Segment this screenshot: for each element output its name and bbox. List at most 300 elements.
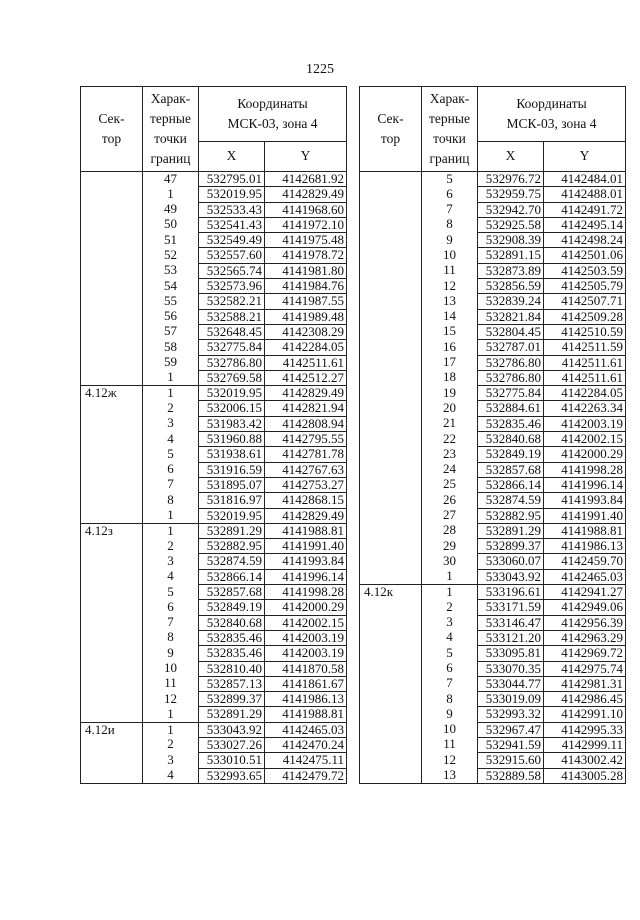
sector-cell: [360, 263, 422, 278]
y-cell: 4141988.81: [544, 523, 626, 538]
sector-cell: [81, 477, 143, 492]
point-cell: 10: [443, 246, 456, 262]
table-row: [360, 477, 626, 492]
sector-cell: [360, 523, 422, 538]
sector-cell: [360, 202, 422, 217]
point-cell: 2: [167, 399, 174, 415]
x-cell: 532786.80: [478, 355, 544, 370]
x-cell: 532882.95: [478, 508, 544, 523]
y-cell: 4142941.27: [544, 585, 626, 600]
y-cell: 4141986.13: [544, 539, 626, 554]
sector-cell: [360, 722, 422, 737]
table-row: [81, 646, 347, 661]
x-cell: 532019.95: [199, 187, 265, 202]
y-cell: 4142263.34: [544, 401, 626, 416]
point-cell: 30: [443, 552, 456, 568]
table-row: [81, 554, 347, 569]
header-points: Харак- терные точки границ: [422, 87, 478, 172]
x-cell: 532849.19: [199, 600, 265, 615]
sector-cell: [360, 753, 422, 768]
y-cell: 4142465.03: [265, 722, 347, 737]
point-cell: 12: [443, 277, 456, 293]
y-cell: 4142512.27: [265, 370, 347, 385]
y-cell: 4142002.15: [265, 615, 347, 630]
x-cell: 531960.88: [199, 432, 265, 447]
header-sector: Сек- тор: [81, 87, 143, 172]
y-cell: 4141996.14: [265, 569, 347, 584]
y-cell: 4142981.31: [544, 676, 626, 691]
y-cell: 4142284.05: [544, 386, 626, 401]
y-cell: 4141861.67: [265, 676, 347, 691]
point-cell: 16: [443, 338, 456, 354]
table-row: [81, 585, 347, 600]
table-row: [360, 600, 626, 615]
y-cell: 4141998.28: [265, 585, 347, 600]
point-cell: 4: [143, 768, 199, 783]
x-cell: 532891.29: [478, 523, 544, 538]
y-cell: 4142475.11: [265, 753, 347, 768]
x-cell: 531816.97: [199, 493, 265, 508]
table-row: [360, 707, 626, 722]
header-coords: Координаты МСК-03, зона 4: [478, 87, 626, 142]
table-row: [81, 737, 347, 752]
sector-cell: [360, 768, 422, 783]
x-cell: 532573.96: [199, 279, 265, 294]
table-row: [360, 447, 626, 462]
y-cell: 4141991.40: [544, 508, 626, 523]
x-cell: 533010.51: [199, 753, 265, 768]
sector-cell: [81, 493, 143, 508]
y-cell: 4141986.13: [265, 692, 347, 707]
x-cell: 532804.45: [478, 324, 544, 339]
table-row: [360, 386, 626, 401]
sector-cell: [360, 447, 422, 462]
point-cell: 12: [164, 690, 177, 706]
y-cell: 4141972.10: [265, 217, 347, 232]
point-cell: 9: [446, 231, 453, 247]
point-cell: 29: [443, 537, 456, 553]
point-cell: 1: [446, 568, 453, 584]
point-cell: 6: [167, 461, 174, 477]
coordinates-table-right: [359, 86, 626, 784]
table-row: [81, 539, 347, 554]
x-cell: 532993.32: [478, 707, 544, 722]
table-row: [81, 248, 347, 263]
point-cell: 49: [164, 201, 177, 217]
point-cell: 3: [446, 614, 453, 630]
point-cell: 6: [446, 185, 453, 201]
sector-cell: [81, 447, 143, 462]
table-row: [81, 722, 347, 737]
x-cell: 532588.21: [199, 309, 265, 324]
sector-cell: [81, 600, 143, 615]
sector-cell: [360, 355, 422, 370]
x-cell: 532775.84: [199, 340, 265, 355]
point-cell: 11: [443, 262, 456, 278]
sector-cell: [360, 600, 422, 615]
x-cell: 533171.59: [478, 600, 544, 615]
coordinates-table-left: [80, 86, 347, 784]
sector-cell: [360, 340, 422, 355]
x-cell: 533095.81: [478, 646, 544, 661]
y-cell: 4141991.40: [265, 539, 347, 554]
x-cell: 532941.59: [478, 737, 544, 752]
sector-cell: [360, 187, 422, 202]
sector-cell: 4.12и: [81, 722, 143, 737]
sector-cell: [81, 646, 143, 661]
sector-cell: [81, 768, 143, 783]
sector-cell: [81, 676, 143, 691]
x-cell: 533043.92: [478, 569, 544, 584]
table-row: [81, 279, 347, 294]
y-cell: 4141981.80: [265, 263, 347, 278]
table-row: [360, 676, 626, 691]
x-cell: 532899.37: [478, 539, 544, 554]
sector-cell: [81, 692, 143, 707]
y-cell: 4142829.49: [265, 508, 347, 523]
y-cell: 4142821.94: [265, 401, 347, 416]
table-row: [360, 462, 626, 477]
sector-cell: [360, 432, 422, 447]
table-row: [81, 370, 347, 385]
y-cell: 4142949.06: [544, 600, 626, 615]
table-row: [81, 401, 347, 416]
point-cell: 8: [446, 690, 453, 706]
table-row: [360, 508, 626, 523]
y-cell: 4142495.14: [544, 217, 626, 232]
y-cell: 4142969.72: [544, 646, 626, 661]
y-cell: 4142501.06: [544, 248, 626, 263]
y-cell: 4142681.92: [265, 172, 347, 187]
point-cell: 14: [443, 308, 456, 324]
x-cell: 532856.59: [478, 279, 544, 294]
y-cell: 4142995.33: [544, 722, 626, 737]
table-row: [81, 462, 347, 477]
sector-cell: [81, 554, 143, 569]
header-points: Харак- терные точки границ: [143, 87, 199, 172]
x-cell: 532006.15: [199, 401, 265, 416]
y-cell: 4142308.29: [265, 324, 347, 339]
y-cell: 4141987.55: [265, 294, 347, 309]
y-cell: 4142284.05: [265, 340, 347, 355]
y-cell: 4142000.29: [265, 600, 347, 615]
x-cell: 532835.46: [199, 630, 265, 645]
sector-cell: [360, 324, 422, 339]
header-coords: Координаты МСК-03, зона 4: [199, 87, 347, 142]
x-cell: 532976.72: [478, 172, 544, 187]
table-row: [81, 615, 347, 630]
y-cell: 4142002.15: [544, 432, 626, 447]
sector-cell: [360, 707, 422, 722]
table-row: [360, 523, 626, 538]
x-cell: 532857.68: [478, 462, 544, 477]
y-cell: 4142505.79: [544, 279, 626, 294]
x-cell: 532959.75: [478, 187, 544, 202]
x-cell: 531938.61: [199, 447, 265, 462]
point-cell: 8: [446, 216, 453, 232]
point-cell: 53: [164, 262, 177, 278]
sector-cell: [81, 355, 143, 370]
sector-cell: [360, 416, 422, 431]
x-cell: 532821.84: [478, 309, 544, 324]
x-cell: 532866.14: [199, 569, 265, 584]
sector-cell: [360, 630, 422, 645]
x-cell: 533060.07: [478, 554, 544, 569]
table-row: [360, 172, 626, 187]
point-cell: 9: [446, 705, 453, 721]
point-cell: 3: [167, 751, 174, 767]
table-row: [360, 248, 626, 263]
table-row: [360, 187, 626, 202]
x-cell: 532810.40: [199, 661, 265, 676]
point-cell: 5: [422, 172, 478, 187]
x-cell: 532874.59: [199, 554, 265, 569]
y-cell: 4141988.81: [265, 707, 347, 722]
point-cell: 59: [164, 354, 177, 370]
sector-cell: [360, 646, 422, 661]
x-cell: 532549.49: [199, 233, 265, 248]
table-row: [81, 569, 347, 584]
y-cell: 4141993.84: [265, 554, 347, 569]
table-row: [81, 768, 347, 783]
sector-cell: [360, 386, 422, 401]
sector-cell: [81, 279, 143, 294]
table-row: [360, 416, 626, 431]
y-cell: 4142963.29: [544, 630, 626, 645]
sector-cell: [360, 462, 422, 477]
x-cell: 533146.47: [478, 615, 544, 630]
table-row: [360, 340, 626, 355]
point-cell: 54: [164, 277, 177, 293]
sector-cell: [81, 217, 143, 232]
x-cell: 531895.07: [199, 477, 265, 492]
sector-cell: [360, 477, 422, 492]
table-row: [81, 416, 347, 431]
table-row: [360, 722, 626, 737]
point-cell: 20: [443, 399, 456, 415]
sector-cell: [360, 692, 422, 707]
y-cell: 4142956.39: [544, 615, 626, 630]
sector-cell: [360, 248, 422, 263]
sector-cell: [81, 309, 143, 324]
sector-cell: 4.12з: [81, 523, 143, 538]
table-row: [360, 493, 626, 508]
point-cell: 7: [167, 614, 174, 630]
point-cell: 1: [422, 585, 478, 600]
x-cell: 532889.58: [478, 768, 544, 783]
sector-cell: [81, 630, 143, 645]
point-cell: 5: [167, 445, 174, 461]
point-cell: 51: [164, 231, 177, 247]
point-cell: 13: [443, 292, 456, 308]
x-cell: 532541.43: [199, 217, 265, 232]
table-row: [360, 202, 626, 217]
table-row: [360, 615, 626, 630]
point-cell: 17: [443, 354, 456, 370]
x-cell: 532993.65: [199, 768, 265, 783]
table-row: [360, 294, 626, 309]
point-cell: 1: [143, 722, 199, 737]
x-cell: 532882.95: [199, 539, 265, 554]
point-cell: 1: [143, 386, 199, 401]
table-row: [81, 477, 347, 492]
y-cell: 4142507.71: [544, 294, 626, 309]
y-cell: 4142808.94: [265, 416, 347, 431]
sector-cell: [360, 661, 422, 676]
point-cell: 2: [446, 598, 453, 614]
point-cell: 2: [167, 537, 174, 553]
point-cell: 5: [446, 644, 453, 660]
sector-cell: [81, 462, 143, 477]
point-cell: 11: [443, 736, 456, 752]
table-row: [81, 263, 347, 278]
x-cell: 532775.84: [478, 386, 544, 401]
y-cell: 4141996.14: [544, 477, 626, 492]
sector-cell: [360, 172, 422, 187]
table-row: [360, 554, 626, 569]
sector-cell: [81, 233, 143, 248]
table-row: [81, 630, 347, 645]
y-cell: 4142003.19: [265, 630, 347, 645]
x-cell: 532786.80: [199, 355, 265, 370]
point-cell: 24: [443, 461, 456, 477]
x-cell: 532565.74: [199, 263, 265, 278]
x-cell: 532835.46: [199, 646, 265, 661]
x-cell: 532857.13: [199, 676, 265, 691]
sector-cell: [81, 416, 143, 431]
x-cell: 531983.42: [199, 416, 265, 431]
y-cell: 4141968.60: [265, 202, 347, 217]
x-cell: 532019.95: [199, 508, 265, 523]
y-cell: 4142459.70: [544, 554, 626, 569]
table-row: [81, 447, 347, 462]
sector-cell: 4.12ж: [81, 386, 143, 401]
point-cell: 27: [443, 507, 456, 523]
x-cell: 532884.61: [478, 401, 544, 416]
sector-cell: [81, 615, 143, 630]
y-cell: 4142767.63: [265, 462, 347, 477]
point-cell: 21: [443, 415, 456, 431]
table-row: [81, 600, 347, 615]
sector-cell: [81, 539, 143, 554]
table-row: [360, 539, 626, 554]
point-cell: 10: [164, 660, 177, 675]
sector-cell: [81, 340, 143, 355]
table-row: [360, 692, 626, 707]
point-cell: 11: [164, 675, 177, 691]
x-cell: 532839.24: [478, 294, 544, 309]
point-cell: 10: [443, 721, 456, 737]
x-cell: 532840.68: [478, 432, 544, 447]
table-row: [81, 340, 347, 355]
sector-cell: [81, 585, 143, 600]
x-cell: 532925.58: [478, 217, 544, 232]
x-cell: 533121.20: [478, 630, 544, 645]
x-cell: 532786.80: [478, 370, 544, 385]
table-row: [360, 630, 626, 645]
x-cell: 532835.46: [478, 416, 544, 431]
y-cell: 4142511.61: [544, 355, 626, 370]
sector-cell: [360, 554, 422, 569]
point-cell: 22: [443, 430, 456, 446]
point-cell: 15: [443, 323, 456, 339]
table-row: [360, 646, 626, 661]
x-cell: 532857.68: [199, 585, 265, 600]
point-cell: 9: [167, 644, 174, 660]
x-cell: 532769.58: [199, 370, 265, 385]
y-cell: 4142510.59: [544, 324, 626, 339]
point-cell: 5: [167, 583, 174, 599]
y-cell: 4141988.81: [265, 523, 347, 538]
sector-cell: [81, 172, 143, 187]
point-cell: 26: [443, 491, 456, 507]
x-cell: 532795.01: [199, 172, 265, 187]
table-row: [360, 585, 626, 600]
sector-cell: [360, 615, 422, 630]
table-row: [81, 508, 347, 523]
y-cell: 4142829.49: [265, 386, 347, 401]
y-cell: 4141975.48: [265, 233, 347, 248]
y-cell: 4142470.24: [265, 737, 347, 752]
x-cell: 532942.70: [478, 202, 544, 217]
table-row: [81, 523, 347, 538]
point-cell: 8: [167, 629, 174, 645]
point-cell: 47: [143, 172, 199, 187]
y-cell: 4142986.45: [544, 692, 626, 707]
y-cell: 4141998.28: [544, 462, 626, 477]
point-cell: 57: [164, 323, 177, 339]
point-cell: 3: [167, 552, 174, 568]
header-y: Y: [265, 141, 347, 171]
point-cell: 25: [443, 476, 456, 492]
sector-cell: [81, 263, 143, 278]
x-cell: 532899.37: [199, 692, 265, 707]
sector-cell: [81, 187, 143, 202]
point-cell: 56: [164, 308, 177, 324]
y-cell: 4142465.03: [544, 569, 626, 584]
y-cell: 4142003.19: [544, 416, 626, 431]
x-cell: 532533.43: [199, 202, 265, 217]
y-cell: 4141984.76: [265, 279, 347, 294]
table-body-right: [360, 172, 626, 784]
point-cell: 52: [164, 246, 177, 262]
sector-cell: [360, 279, 422, 294]
sector-cell: [360, 401, 422, 416]
table-row: [81, 187, 347, 202]
point-cell: 23: [443, 445, 456, 461]
point-cell: 1: [143, 523, 199, 538]
x-cell: 532915.60: [478, 753, 544, 768]
table-row: [81, 202, 347, 217]
sector-cell: 4.12к: [360, 585, 422, 600]
x-cell: 533196.61: [478, 585, 544, 600]
y-cell: 4142975.74: [544, 661, 626, 676]
header-x: X: [478, 141, 544, 171]
point-cell: 1: [167, 507, 174, 523]
x-cell: 532557.60: [199, 248, 265, 263]
table-row: [360, 768, 626, 783]
point-cell: 19: [443, 384, 456, 400]
y-cell: 4142509.28: [544, 309, 626, 324]
sector-cell: [81, 707, 143, 722]
x-cell: 532874.59: [478, 493, 544, 508]
y-cell: 4143002.42: [544, 753, 626, 768]
y-cell: 4142511.61: [544, 370, 626, 385]
y-cell: 4141989.48: [265, 309, 347, 324]
point-cell: 4: [167, 568, 174, 584]
x-cell: 532891.29: [199, 707, 265, 722]
table-row: [81, 294, 347, 309]
